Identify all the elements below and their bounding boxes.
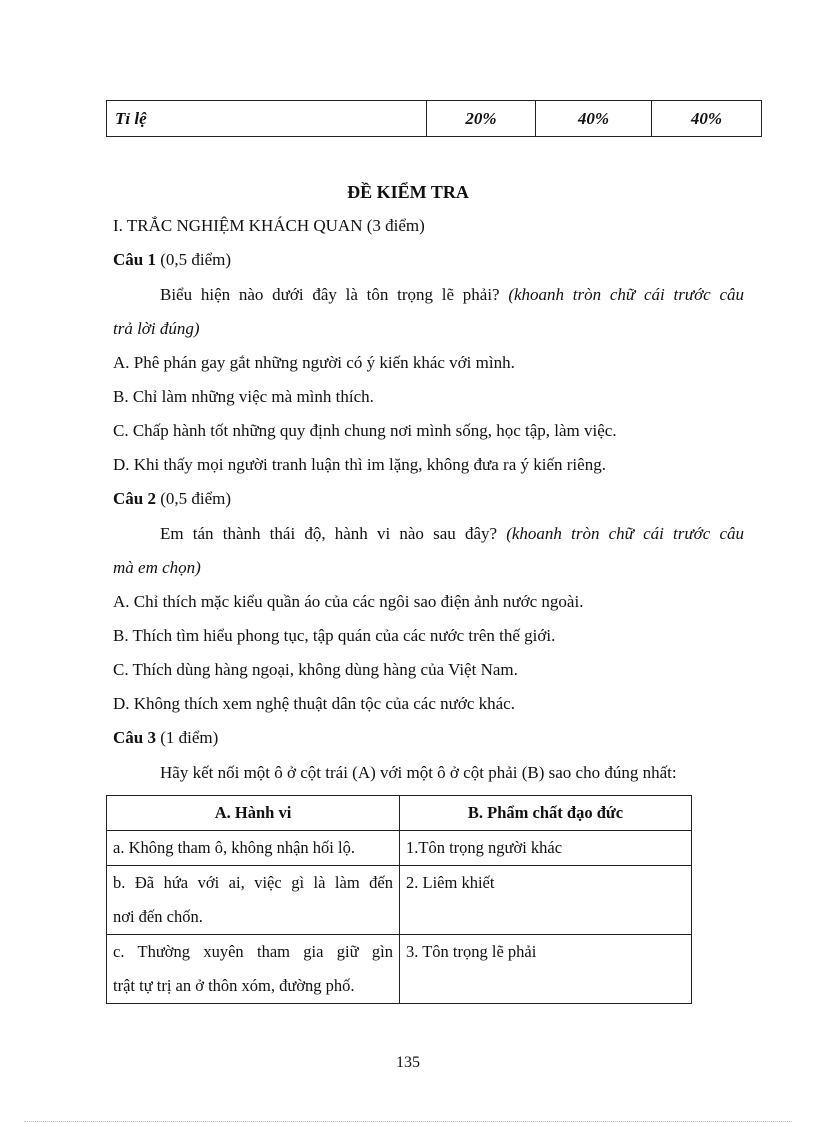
question-1-prompt: Biểu hiện nào dưới đây là tôn trọng lẽ phải?	[160, 285, 509, 304]
question-1-heading	[113, 250, 231, 270]
option-item: A. Chỉ thích mặc kiểu quần áo của các ngôi sao điện ảnh nước ngoài.	[113, 592, 584, 611]
question-2-points: (0,5 điểm)	[155, 489, 232, 508]
page-bottom-divider	[24, 1121, 792, 1122]
question-1-prompt-line	[160, 285, 744, 305]
page-number: 135	[396, 1054, 420, 1071]
question-2-prompt-line	[160, 524, 744, 544]
matching-header-row	[107, 796, 692, 831]
option-item: D. Khi thấy mọi người tranh luận thì im lặng, không đưa ra ý kiến riêng.	[113, 455, 606, 474]
behavior-cell	[107, 831, 400, 866]
question-1-instruction-cont: trả lời đúng)	[113, 319, 200, 338]
quality-cell: 3. Tôn trọng lẽ phải	[400, 935, 692, 1004]
question-3-points: (1 điểm)	[155, 728, 219, 747]
question-3-heading	[113, 728, 218, 748]
ratio-value: 20%	[427, 101, 536, 137]
ratio-value: 40%	[536, 101, 652, 137]
question-2-instruction-cont: mà em chọn)	[113, 558, 201, 577]
question-2-label: Câu 2	[113, 489, 156, 508]
ratio-table	[106, 100, 762, 137]
question-3-label: Câu 3	[113, 728, 156, 747]
question-1-points: (0,5 điểm)	[155, 250, 232, 269]
behavior-text-cont: trật tự trị an ở thôn xóm, đường phố.	[113, 976, 355, 995]
question-2-heading	[113, 489, 231, 509]
behavior-cell	[107, 935, 400, 1004]
behavior-text: a. Không tham ô, không nhận hối lộ.	[113, 838, 355, 857]
section-heading: I. TRẮC NGHIỆM KHÁCH QUAN (3 điểm)	[113, 216, 425, 235]
behavior-text: c. Thường xuyên tham gia giữ gìn	[113, 942, 393, 961]
quality-cell: 2. Liêm khiết	[400, 866, 692, 935]
exam-title: ĐỀ KIỂM TRA	[347, 182, 469, 202]
ratio-value: 40%	[652, 101, 762, 137]
matching-table	[106, 795, 692, 1004]
ratio-row	[107, 101, 762, 137]
matching-row	[107, 935, 692, 1004]
matching-row	[107, 866, 692, 935]
option-item: C. Thích dùng hàng ngoại, không dùng hàng của Việt Nam.	[113, 660, 518, 679]
column-b-header: B. Phẩm chất đạo đức	[400, 796, 692, 831]
question-2-prompt: Em tán thành thái độ, hành vi nào sau đây?	[160, 524, 507, 543]
matching-row	[107, 831, 692, 866]
ratio-label: Tỉ lệ	[107, 101, 427, 137]
question-2-instruction: (khoanh tròn chữ cái trước câu	[506, 524, 745, 543]
question-1-label: Câu 1	[113, 250, 156, 269]
behavior-text: b. Đã hứa với ai, việc gì là làm đến	[113, 873, 393, 892]
column-a-header: A. Hành vi	[107, 796, 400, 831]
question-1-instruction: (khoanh tròn chữ cái trước câu	[508, 285, 744, 304]
quality-cell: 1.Tôn trọng người khác	[400, 831, 692, 866]
option-item: B. Chỉ làm những việc mà mình thích.	[113, 387, 374, 406]
behavior-cell	[107, 866, 400, 935]
option-item: C. Chấp hành tốt những quy định chung nơi mình sống, học tập, làm việc.	[113, 421, 617, 440]
option-item: D. Không thích xem nghệ thuật dân tộc của các nước khác.	[113, 694, 515, 713]
option-item: B. Thích tìm hiểu phong tục, tập quán của các nước trên thế giới.	[113, 626, 556, 645]
option-item: A. Phê phán gay gắt những người có ý kiến khác với mình.	[113, 353, 515, 372]
question-3-prompt: Hãy kết nối một ô ở cột trái (A) với một ô ở cột phải (B) sao cho đúng nhất:	[160, 763, 677, 782]
behavior-text-cont: nơi đến chốn.	[113, 907, 203, 926]
